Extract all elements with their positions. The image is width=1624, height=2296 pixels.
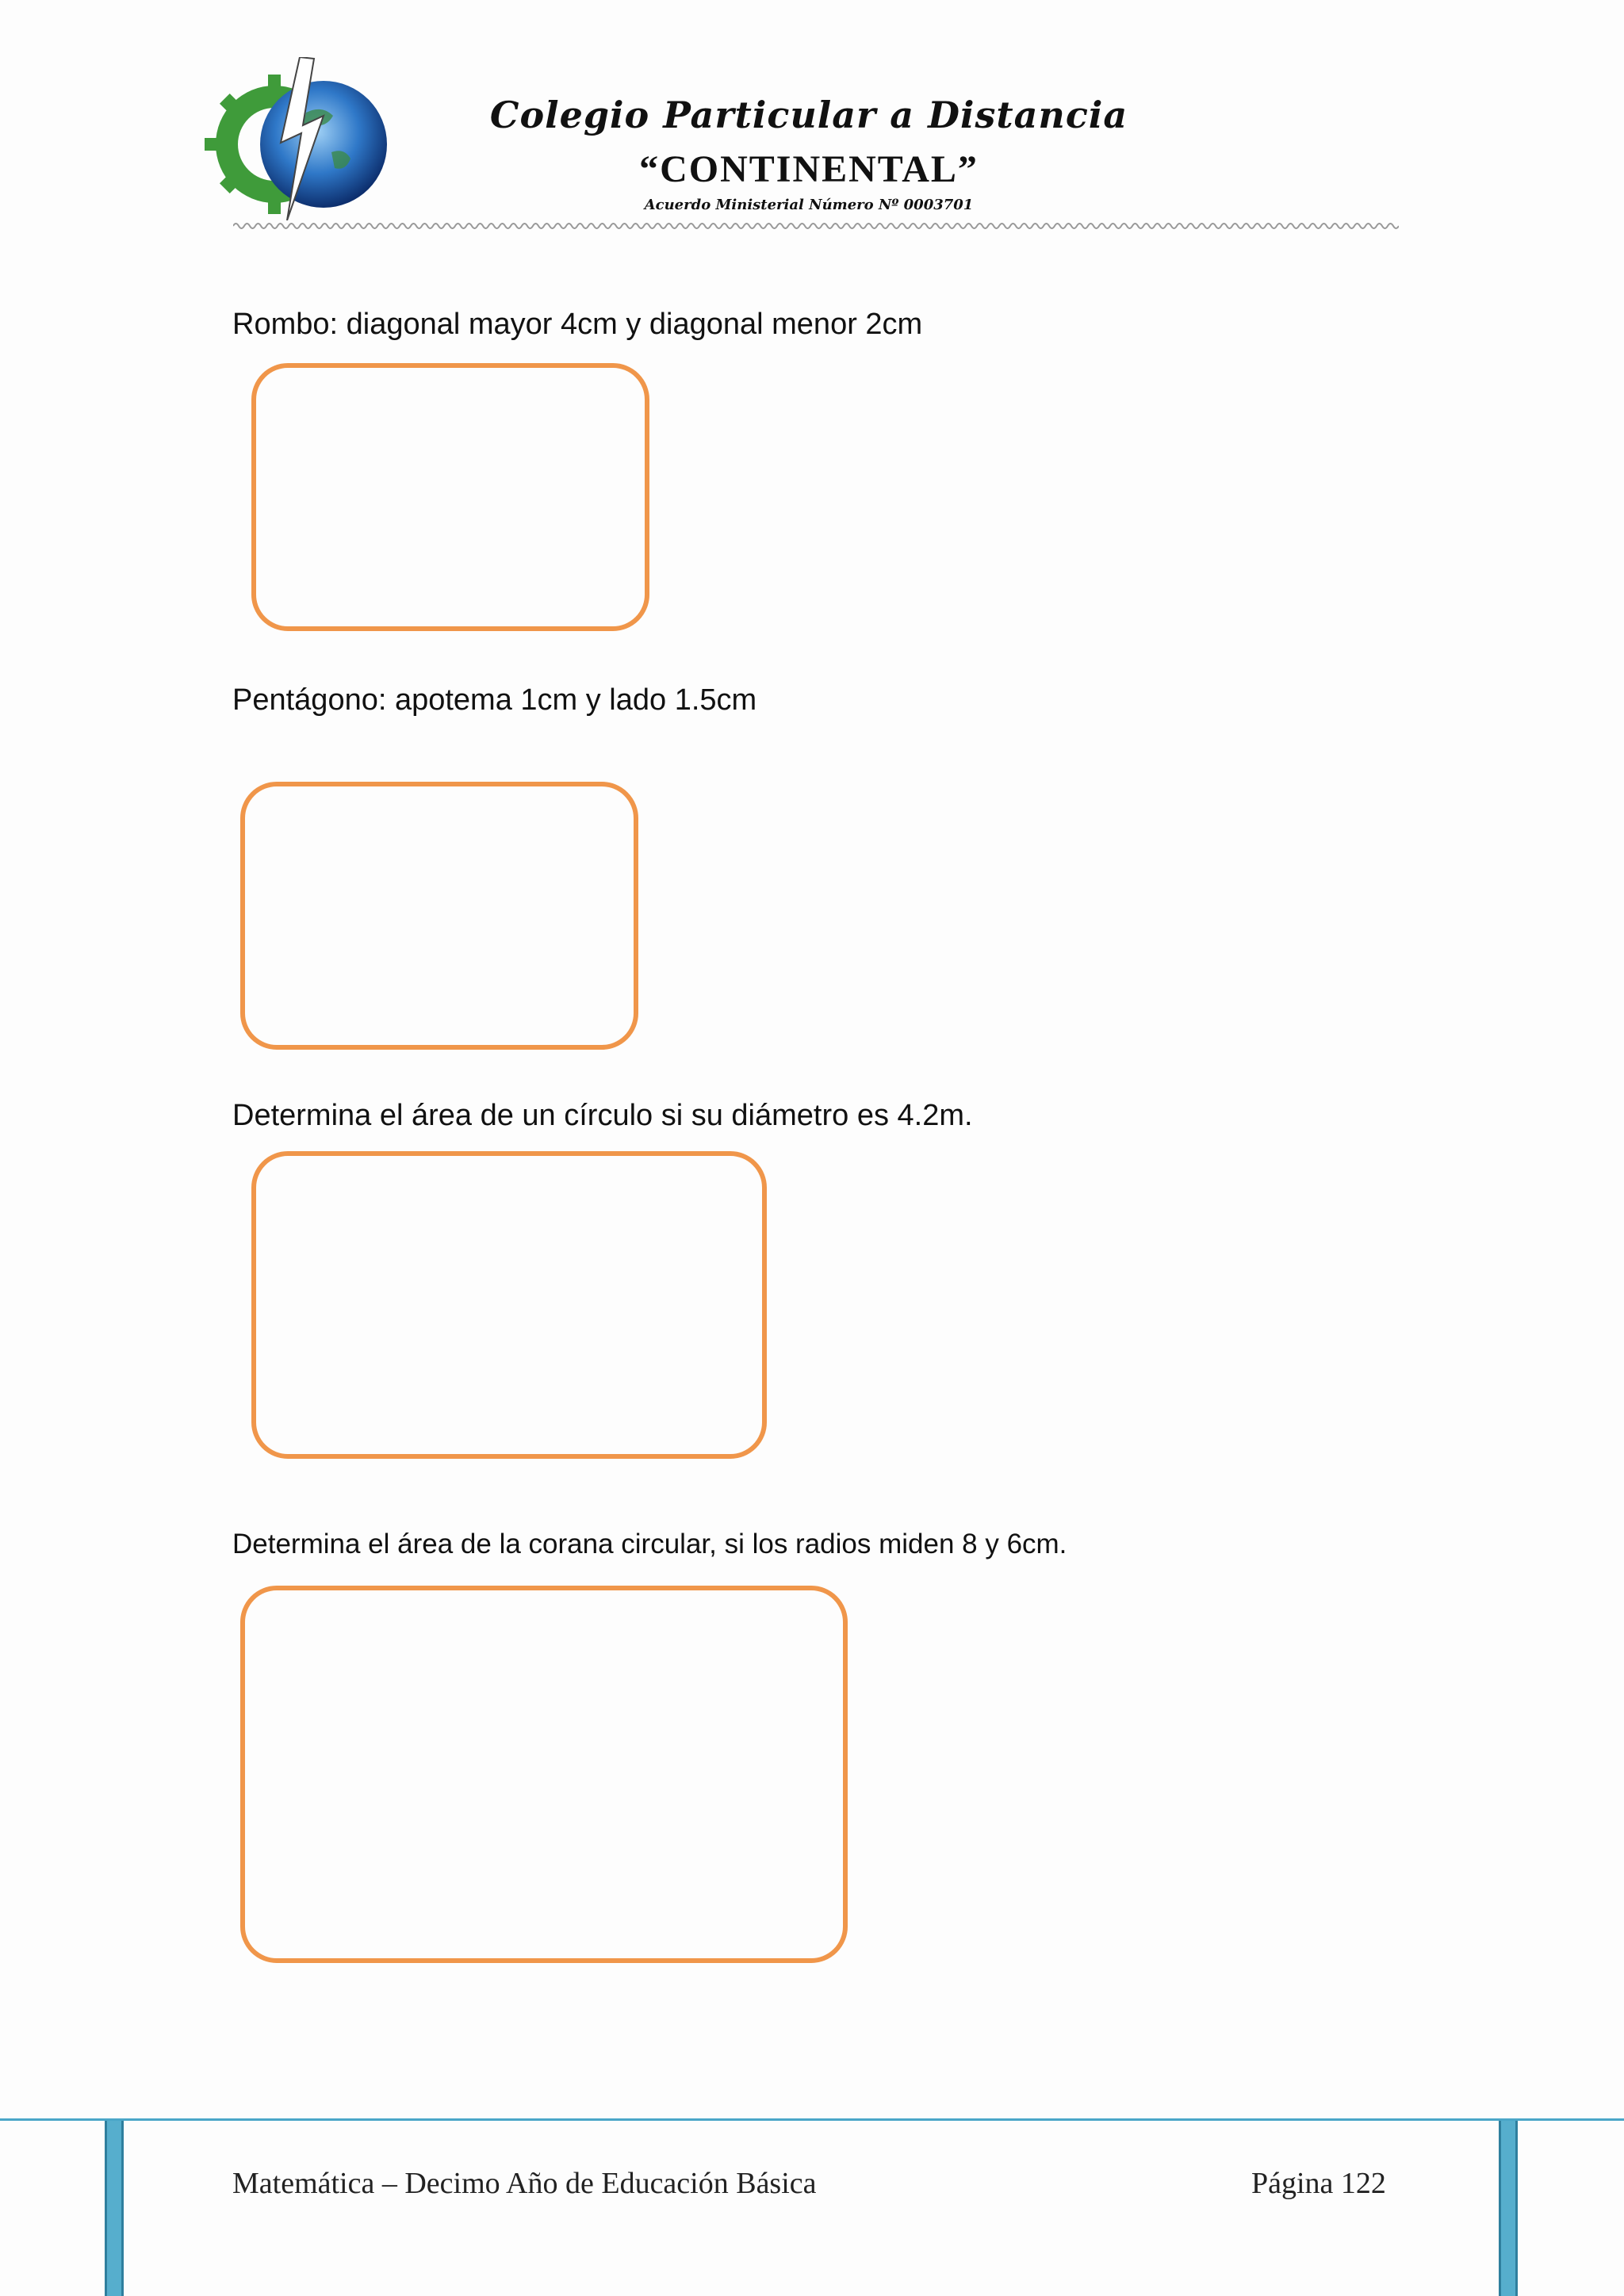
footer-bar-left (105, 2121, 124, 2296)
answer-box-pentagon[interactable] (240, 782, 638, 1050)
question-annulus-area: Determina el área de la corana circular, si los radios miden 8 y 6cm. (232, 1529, 1067, 1559)
page-number: Página 122 (1251, 2167, 1386, 2200)
question-rhombus: Rombo: diagonal mayor 4cm y diagonal menor 2cm (232, 308, 923, 341)
question-circle-area: Determina el área de un círculo si su diámetro es 4.2m. (232, 1099, 973, 1132)
header-divider (233, 220, 1399, 232)
footer-bar-right (1499, 2121, 1518, 2296)
school-name: Colegio Particular a Distancia (489, 94, 1128, 136)
answer-box-annulus-area[interactable] (240, 1586, 848, 1963)
answer-box-circle-area[interactable] (251, 1151, 767, 1459)
question-pentagon: Pentágono: apotema 1cm y lado 1.5cm (232, 683, 757, 717)
school-logo (205, 57, 395, 220)
school-subtitle: “CONTINENTAL” (639, 148, 979, 190)
footer-line (0, 2118, 1624, 2121)
answer-box-rhombus[interactable] (251, 363, 649, 631)
globe-icon (260, 81, 387, 208)
ministerial-agreement: Acuerdo Ministerial Número Nº 0003701 (644, 197, 974, 213)
footer-subject: Matemática – Decimo Año de Educación Básica (232, 2167, 817, 2200)
